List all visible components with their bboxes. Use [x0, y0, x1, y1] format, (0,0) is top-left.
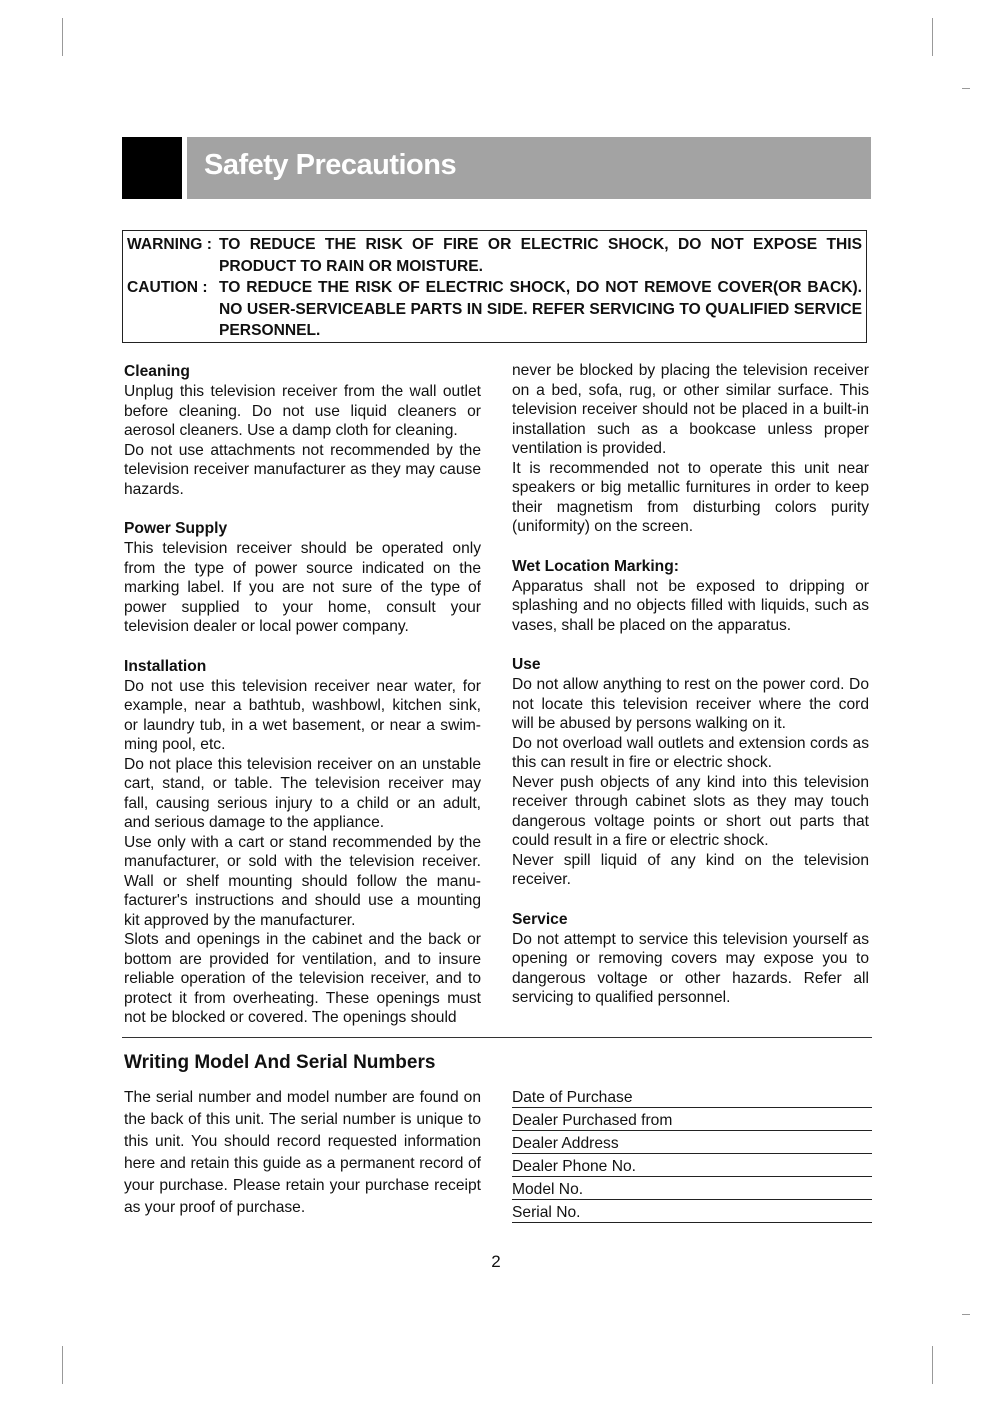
caution-row — [127, 277, 862, 342]
cleaning-paragraph: Unplug this television receiver from the wall outlet before cleaning. Do not use liquid cleaners or aerosol cleaners. Use a damp cloth for cleaning. — [124, 383, 481, 439]
use-paragraph: Do not overload wall outlets and extension cords as this can result in fire or electric shock. — [512, 734, 869, 771]
crop-mark — [932, 18, 933, 56]
form-field-model-no: Model No. — [512, 1177, 872, 1200]
power-supply-paragraph: This television receiver should be operated only from the type of power source indicated on the marking label. If you are not sure of the type of power supplied to your home, consult your television dealer or local power company. — [124, 540, 481, 635]
crop-mark — [62, 18, 63, 56]
service-paragraph: Do not attempt to service this television yourself as opening or removing covers may expose you to dangerous voltage or other hazards. Refer all servicing to qualified personnel. — [512, 930, 869, 1006]
crop-mark — [62, 1346, 63, 1384]
form-field-date-of-purchase: Date of Purchase — [512, 1085, 872, 1108]
warning-box — [122, 230, 867, 343]
warning-row — [127, 234, 862, 277]
installation-paragraph: Use only with a cart or stand recommended by the manufacturer, or sold with the television receiver. Wall or shelf mounting should follow the manu-facturer's instructions and should use a mounting kit approved by the manufacturer. — [124, 833, 481, 929]
form-field-dealer-address: Dealer Address — [512, 1131, 872, 1154]
header-black-block — [122, 137, 182, 199]
installation-paragraph: It is recommended not to operate this unit near speakers or big metallic furnitures in order to keep their magnetism from disturbing colors purity (uniformity) on the screen. — [512, 459, 869, 535]
form-field-serial-no: Serial No. — [512, 1200, 872, 1223]
writing-model-text: The serial number and model number are found on the back of this unit. The serial number is unique to this unit. You should record requested information here and retain this guide as a permanent record of your purchase. Please retain your purchase receipt as your proof of purchase. — [124, 1089, 481, 1216]
writing-model-title: Writing Model And Serial Numbers — [124, 1052, 436, 1073]
crop-mark — [932, 1346, 933, 1384]
form-field-dealer-purchased-from: Dealer Purchased from — [512, 1108, 872, 1131]
installation-paragraph: Do not use this television receiver near water, for example, near a bathtub, washbowl, kitchen sink, or laundry tub, in a wet basement, or near a swim-ming pool, etc. — [124, 677, 481, 753]
section-title-service: Service — [512, 910, 568, 928]
crop-mark — [962, 88, 970, 89]
caution-label: CAUTION : — [127, 279, 208, 296]
page-number: 2 — [491, 1252, 501, 1271]
crop-mark — [962, 1314, 970, 1315]
section-title-cleaning: Cleaning — [124, 363, 190, 380]
installation-paragraph: Slots and openings in the cabinet and the back or bottom are provided for ventilation, and to insure reliable operation of the television receiver, and to protect it from overheating. These openings must not be blocked or covered. The openings should — [124, 931, 481, 1026]
warning-label: WARNING : — [127, 236, 212, 253]
purchase-record-form — [512, 1085, 872, 1223]
right-column — [512, 361, 869, 1008]
section-divider — [122, 1037, 872, 1038]
section-title-wet-location: Wet Location Marking: — [512, 557, 679, 575]
section-title-use: Use — [512, 656, 541, 673]
use-paragraph: Never spill liquid of any kind on the television receiver. — [512, 851, 869, 888]
use-paragraph: Never push objects of any kind into this television receiver through cabinet slots as they may touch dangerous voltage points or short out parts that could result in a fire or electric shock. — [512, 773, 869, 849]
installation-paragraph: never be blocked by placing the television receiver on a bed, sofa, rug, or other similar surface. This television receiver should not be placed in a built-in installation such as a bookcase unless proper ventilation is provided. — [512, 362, 869, 457]
form-field-dealer-phone: Dealer Phone No. — [512, 1154, 872, 1177]
header-bar — [187, 137, 871, 199]
left-column — [124, 361, 481, 1028]
wet-location-paragraph: Apparatus shall not be exposed to dripping or splashing and no objects filled with liquids, such as vases, shall be placed on the apparatus. — [512, 577, 869, 634]
page-title: Safety Precautions — [204, 149, 457, 181]
caution-text: TO REDUCE THE RISK OF ELECTRIC SHOCK, DO NOT REMOVE COVER(OR BACK). NO USER-SERVICEABLE PARTS IN SIDE. REFER SERVICING TO QUALIFIED SERVICE PERSONNEL. — [219, 279, 862, 339]
section-title-power-supply: Power Supply — [124, 520, 228, 537]
warning-text: TO REDUCE THE RISK OF FIRE OR ELECTRIC SHOCK, DO NOT EXPOSE THIS PRODUCT TO RAIN OR MOISTURE. — [219, 236, 862, 275]
section-title-installation: Installation — [124, 657, 207, 675]
use-paragraph: Do not allow anything to rest on the power cord. Do not locate this television receiver where the cord will be abused by persons walking on it. — [512, 676, 869, 732]
installation-paragraph: Do not place this television receiver on an unstable cart, stand, or table. The television receiver may fall, causing serious injury to a child or an adult, and serious damage to the appliance. — [124, 755, 481, 831]
page-header — [122, 137, 871, 199]
cleaning-paragraph: Do not use attachments not recommended by the television receiver manufacturer as they may cause hazards. — [124, 441, 481, 498]
